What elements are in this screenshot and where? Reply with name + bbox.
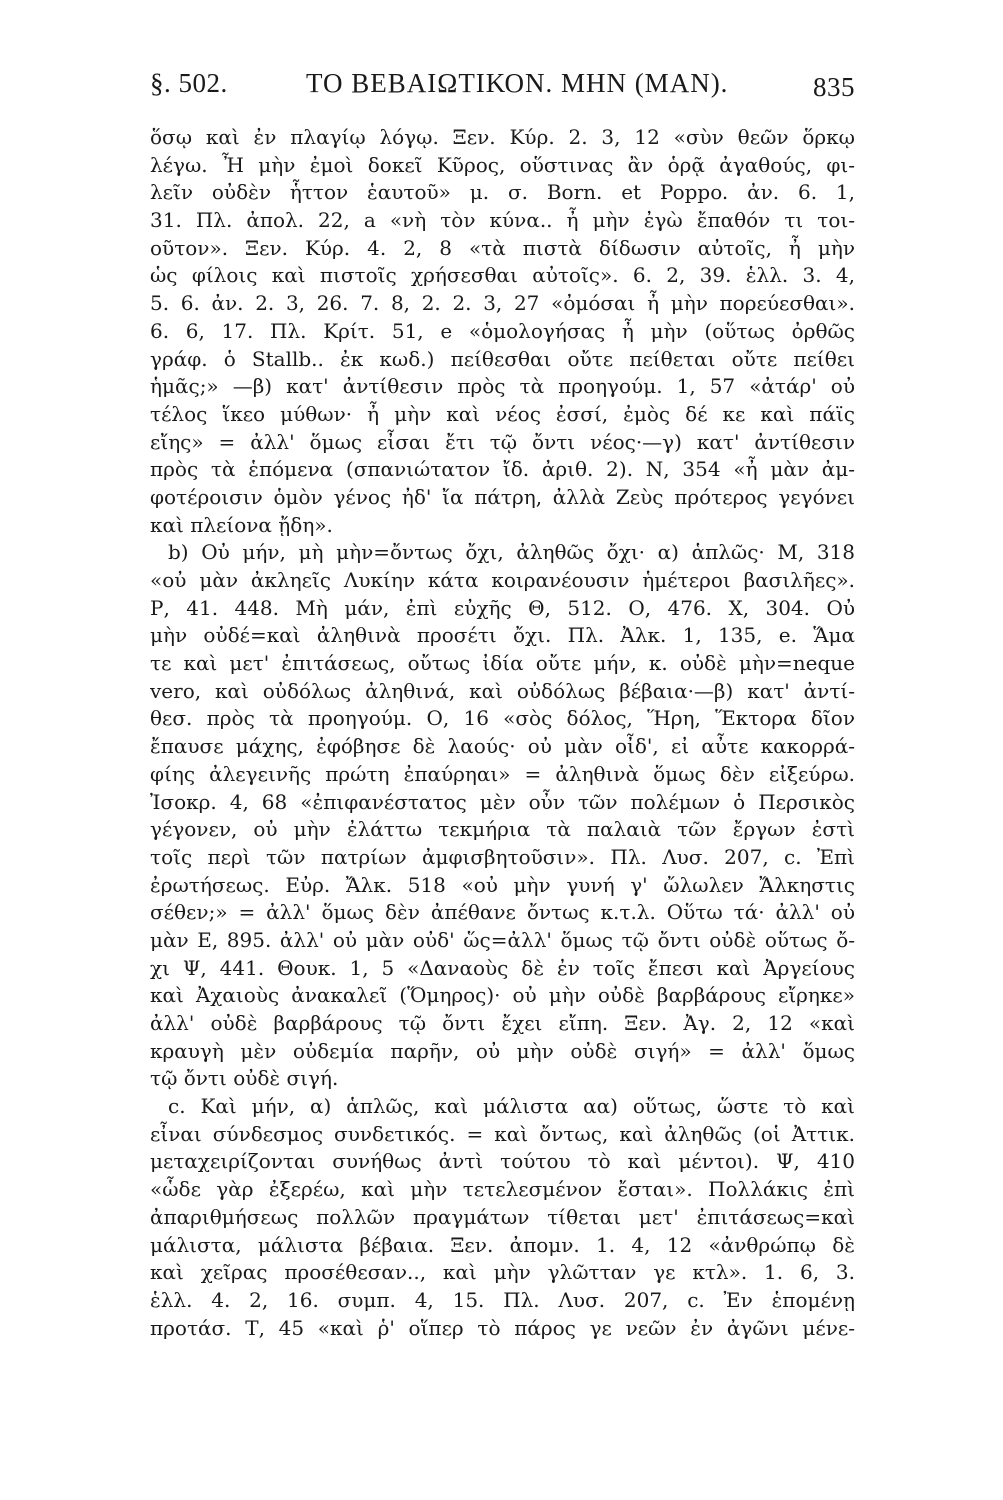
- text-line: ἡμᾶς;» —β) κατ' ἀντίθεσιν πρὸς τὰ προηγούμ. 1, 57 «ἀτάρ' οὐ: [150, 374, 855, 399]
- text-line: πρὸς τὰ ἑπόμενα (σπανιώτατον ἴδ. ἀριθ. 2). Ν, 354 «ἦ μὰν ἀμ-: [150, 457, 855, 482]
- text-line: ὅσῳ καὶ ἐν πλαγίῳ λόγῳ. Ξεν. Κύρ. 2. 3, 12 «σὺν θεῶν ὅρκῳ: [150, 125, 855, 149]
- running-head: [150, 58, 855, 100]
- text-line: ἔπαυσε μάχης, ἐφόβησε δὲ λαούς· οὐ μὰν οἶδ', εἰ αὖτε κακορρά-: [150, 734, 855, 759]
- text-line: γέγονεν, οὐ μὴν ἐλάττω τεκμήρια τὰ παλαιὰ τῶν ἔργων ἐστὶ: [150, 817, 855, 842]
- text-line: θεσ. πρὸς τὰ προηγούμ. Ο, 16 «σὸς δόλος, Ἥρη, Ἕκτορα δῖον: [150, 706, 855, 731]
- text-line: σέθεν;» = ἀλλ' ὅμως δὲν ἀπέθανε ὄντως κ.τ.λ. Οὕτω τά· ἀλλ' οὐ: [150, 900, 855, 925]
- paragraph-start-line: b) Οὐ μήν, μὴ μὴν=ὄντως ὄχι, ἀληθῶς ὄχι· α) ἁπλῶς· Μ, 318: [168, 540, 855, 565]
- text-line: Ρ, 41. 448. Μὴ μάν, ἐπὶ εὐχῆς Θ, 512. Ο, 476. Χ, 304. Οὐ: [150, 595, 855, 620]
- page-number: 835: [813, 72, 855, 102]
- text-line: λέγω. Ἦ μὴν ἐμοὶ δοκεῖ Κῦρος, οὕστινας ἂν ὁρᾷ ἀγαθούς, φι-: [150, 152, 855, 177]
- text-line: ἑλλ. 4. 2, 16. συμπ. 4, 15. Πλ. Λυσ. 207, c. Ἐν ἑπομένῃ: [150, 1287, 855, 1312]
- text-line: εἴης» = ἀλλ' ὅμως εἶσαι ἔτι τῷ ὄντι νέος·—γ) κατ' ἀντίθεσιν: [150, 429, 855, 454]
- text-line: κραυγὴ μὲν οὐδεμία παρῆν, οὐ μὴν οὐδὲ σιγή» = ἀλλ' ὅμως: [150, 1038, 855, 1063]
- text-line: ὡς φίλοις καὶ πιστοῖς χρήσεσθαι αὐτοῖς». 6. 2, 39. ἑλλ. 3. 4,: [150, 263, 855, 288]
- text-line: τέλος ἵκεο μύθων· ἦ μὴν καὶ νέος ἐσσί, ἐμὸς δέ κε καὶ πάϊς: [150, 401, 855, 426]
- text-line: καὶ χεῖρας προσέθεσαν.., καὶ μὴν γλῶτταν γε κτλ». 1. 6, 3.: [150, 1260, 855, 1285]
- text-line: φοτέροισιν ὁμὸν γένος ἠδ' ἴα πάτρη, ἀλλὰ Ζεὺς πρότερος γεγόνει: [150, 484, 855, 509]
- text-line: vero, καὶ οὐδόλως ἀληθινά, καὶ οὐδόλως βέβαια·—β) κατ' ἀντί-: [150, 678, 855, 703]
- text-line: οῦτον». Ξεν. Κύρ. 4. 2, 8 «τὰ πιστὰ δίδωσιν αὐτοῖς, ἦ μὴν: [150, 235, 855, 260]
- section-number: §. 502.: [150, 68, 228, 98]
- text-line: λεῖν οὐδὲν ἧττον ἑαυτοῦ» μ. σ. Born. et Poppo. ἀν. 6. 1,: [150, 180, 855, 205]
- text-line: 31. Πλ. ἀπολ. 22, a «νὴ τὸν κύνα.. ἦ μὴν ἐγὼ ἔπαθόν τι τοι-: [150, 208, 855, 233]
- main-text: [150, 124, 855, 1454]
- text-line: 6. 6, 17. Πλ. Κρίτ. 51, e «ὁμολογήσας ἦ μὴν (οὕτως ὀρθῶς: [150, 318, 855, 343]
- text-line: μὰν Ε, 895. ἀλλ' οὐ μὰν οὐδ' ὥς=ἀλλ' ὅμως τῷ ὄντι οὐδὲ οὕτως ὄ-: [150, 927, 855, 952]
- text-line: Ἰσοκρ. 4, 68 «ἐπιφανέστατος μὲν οὖν τῶν πολέμων ὁ Περσικὸς: [150, 789, 855, 814]
- text-line: ἀλλ' οὐδὲ βαρβάρους τῷ ὄντι ἔχει εἴπη. Ξεν. Ἀγ. 2, 12 «καὶ: [150, 1011, 855, 1035]
- text-line: ἐρωτήσεως. Εὐρ. Ἄλκ. 518 «οὐ μὴν γυνή γ' ὤλωλεν Ἄλκηστις: [150, 872, 855, 897]
- text-line: χι Ψ, 441. Θουκ. 1, 5 «Δαναοὺς δὲ ἐν τοῖς ἔπεσι καὶ Ἀργείους: [150, 955, 855, 980]
- text-line: μάλιστα, μάλιστα βέβαια. Ξεν. ἀπομν. 1. 4, 12 «ἀνθρώπῳ δὲ: [150, 1232, 855, 1257]
- text-line: φίης ἀλεγεινῆς πρώτη ἐπαύρηαι» = ἀληθινὰ ὅμως δὲν εἰξεύρω.: [150, 761, 855, 786]
- text-line: 5. 6. ἀν. 2. 3, 26. 7. 8, 2. 2. 3, 27 «ὀμόσαι ἦ μὴν πορεύεσθαι».: [150, 291, 855, 316]
- text-line: γράφ. ὁ Stallb.. ἐκ κωδ.) πείθεσθαι οὔτε πείθεται οὔτε πείθει: [150, 346, 855, 371]
- text-line: εἶναι σύνδεσμος συνδετικός. = καὶ ὄντως, καὶ ἀληθῶς (οἱ Ἀττικ.: [150, 1121, 855, 1146]
- text-line: τε καὶ μετ' ἐπιτάσεως, οὔτως ἰδία οὔτε μήν, κ. οὐδὲ μὴν=neque: [150, 651, 855, 676]
- text-line: προτάσ. Τ, 45 «καὶ ῥ' οἵπερ τὸ πάρος γε νεῶν ἐν ἀγῶνι μένε-: [150, 1315, 855, 1340]
- text-line: «ὧδε γὰρ ἐξερέω, καὶ μὴν τετελεσμένον ἔσται». Πολλάκις ἐπὶ: [150, 1177, 855, 1202]
- text-line: τοῖς περὶ τῶν πατρίων ἀμφισβητοῦσιν». Πλ. Λυσ. 207, c. Ἐπὶ: [150, 844, 855, 869]
- paragraph-end-line: τῷ ὄντι οὐδὲ σιγή.: [150, 1066, 339, 1091]
- paragraph-start-line: c. Καὶ μήν, α) ἁπλῶς, καὶ μάλιστα αα) οὕτως, ὥστε τὸ καὶ: [168, 1094, 855, 1119]
- paragraph-end-line: καὶ πλείονα ᾔδη».: [150, 512, 333, 537]
- text-line: μὴν οὐδέ=καὶ ἀληθινὰ προσέτι ὄχι. Πλ. Ἀλκ. 1, 135, e. Ἅμα: [150, 623, 855, 648]
- text-line: «οὐ μὰν ἀκληεῖς Λυκίην κάτα κοιρανέουσιν ἡμέτεροι βασιλῆες».: [150, 568, 855, 592]
- text-line: καὶ Ἀχαιοὺς ἀνακαλεῖ (Ὅμηρος)· οὐ μὴν οὐδὲ βαρβάρους εἴρηκε»: [150, 983, 855, 1008]
- running-title: ΤΟ ΒΕΒΑΙΩΤΙΚΟΝ. ΜΗΝ (ΜΑΝ).: [306, 68, 729, 98]
- text-line: μεταχειρίζονται συνήθως ἀντὶ τούτου τὸ καὶ μέντοι). Ψ, 410: [150, 1149, 855, 1174]
- text-line: ἀπαριθμήσεως πολλῶν πραγμάτων τίθεται μετ' ἐπιτάσεως=καὶ: [150, 1204, 855, 1229]
